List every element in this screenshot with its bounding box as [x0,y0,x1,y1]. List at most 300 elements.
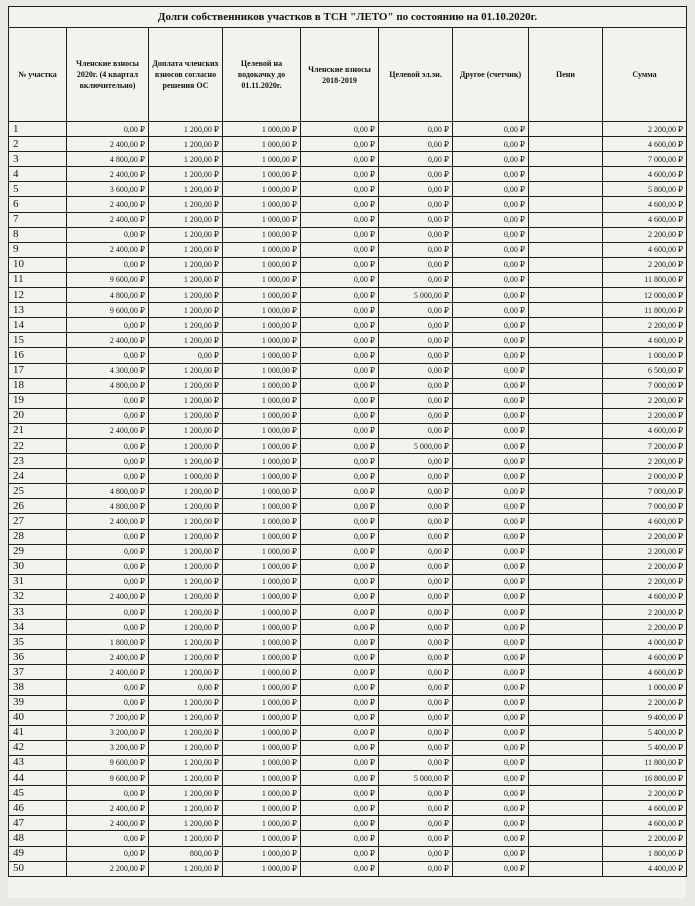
cell-other-meter: 0,00 ₽ [453,695,529,710]
cell-electricity-target: 0,00 ₽ [379,514,453,529]
cell-water-pump-target: 1 000,00 ₽ [223,348,301,363]
cell-total: 2 200,00 ₽ [603,227,687,242]
cell-membership-surcharge: 1 200,00 ₽ [149,816,223,831]
cell-other-meter: 0,00 ₽ [453,861,529,876]
cell-total: 7 000,00 ₽ [603,499,687,514]
cell-total: 4 600,00 ₽ [603,801,687,816]
cell-other-meter: 0,00 ₽ [453,272,529,287]
cell-membership-2020: 0,00 ₽ [67,695,149,710]
cell-membership-2020: 2 400,00 ₽ [67,333,149,348]
cell-other-meter: 0,00 ₽ [453,529,529,544]
cell-total: 2 200,00 ₽ [603,831,687,846]
cell-membership-2018-2019: 0,00 ₽ [301,499,379,514]
cell-total: 4 400,00 ₽ [603,861,687,876]
cell-membership-surcharge: 1 200,00 ₽ [149,197,223,212]
cell-penalties [529,137,603,152]
debts-table [8,6,687,877]
cell-electricity-target: 0,00 ₽ [379,725,453,740]
cell-membership-2018-2019: 0,00 ₽ [301,574,379,589]
cell-membership-surcharge: 1 200,00 ₽ [149,393,223,408]
cell-membership-surcharge: 1 200,00 ₽ [149,303,223,318]
cell-other-meter: 0,00 ₽ [453,755,529,770]
table-row [9,242,687,257]
cell-membership-2018-2019: 0,00 ₽ [301,589,379,604]
cell-plot-number: 47 [9,816,67,831]
cell-total: 2 200,00 ₽ [603,257,687,272]
table-row [9,393,687,408]
cell-total: 2 200,00 ₽ [603,695,687,710]
cell-water-pump-target: 1 000,00 ₽ [223,680,301,695]
cell-water-pump-target: 1 000,00 ₽ [223,740,301,755]
cell-plot-number: 14 [9,318,67,333]
table-row [9,559,687,574]
cell-plot-number: 39 [9,695,67,710]
cell-membership-2020: 0,00 ₽ [67,257,149,272]
cell-water-pump-target: 1 000,00 ₽ [223,710,301,725]
cell-other-meter: 0,00 ₽ [453,605,529,620]
cell-plot-number: 43 [9,755,67,770]
cell-penalties [529,303,603,318]
cell-plot-number: 45 [9,786,67,801]
cell-membership-2018-2019: 0,00 ₽ [301,363,379,378]
cell-electricity-target: 0,00 ₽ [379,393,453,408]
cell-plot-number: 1 [9,122,67,137]
cell-plot-number: 35 [9,635,67,650]
cell-other-meter: 0,00 ₽ [453,544,529,559]
cell-plot-number: 13 [9,303,67,318]
cell-plot-number: 41 [9,725,67,740]
cell-membership-surcharge: 1 200,00 ₽ [149,620,223,635]
cell-membership-2018-2019: 0,00 ₽ [301,605,379,620]
table-row [9,755,687,770]
cell-other-meter: 0,00 ₽ [453,801,529,816]
cell-membership-surcharge: 1 200,00 ₽ [149,423,223,438]
cell-plot-number: 3 [9,152,67,167]
cell-membership-2020: 2 200,00 ₽ [67,861,149,876]
cell-penalties [529,725,603,740]
cell-total: 2 200,00 ₽ [603,605,687,620]
table-row [9,137,687,152]
cell-membership-surcharge: 1 200,00 ₽ [149,499,223,514]
cell-membership-2018-2019: 0,00 ₽ [301,695,379,710]
cell-other-meter: 0,00 ₽ [453,242,529,257]
cell-membership-2020: 2 400,00 ₽ [67,514,149,529]
cell-electricity-target: 0,00 ₽ [379,408,453,423]
cell-penalties [529,363,603,378]
cell-membership-2018-2019: 0,00 ₽ [301,272,379,287]
cell-water-pump-target: 1 000,00 ₽ [223,559,301,574]
cell-membership-2020: 0,00 ₽ [67,605,149,620]
cell-plot-number: 10 [9,257,67,272]
cell-total: 4 600,00 ₽ [603,137,687,152]
cell-other-meter: 0,00 ₽ [453,635,529,650]
cell-membership-2018-2019: 0,00 ₽ [301,680,379,695]
cell-plot-number: 25 [9,484,67,499]
cell-water-pump-target: 1 000,00 ₽ [223,197,301,212]
cell-membership-2018-2019: 0,00 ₽ [301,725,379,740]
cell-total: 1 000,00 ₽ [603,348,687,363]
cell-total: 4 600,00 ₽ [603,423,687,438]
cell-membership-2018-2019: 0,00 ₽ [301,635,379,650]
cell-membership-2020: 9 600,00 ₽ [67,771,149,786]
cell-total: 2 200,00 ₽ [603,393,687,408]
cell-plot-number: 32 [9,589,67,604]
cell-other-meter: 0,00 ₽ [453,846,529,861]
table-row [9,469,687,484]
cell-membership-surcharge: 1 200,00 ₽ [149,574,223,589]
cell-membership-2018-2019: 0,00 ₽ [301,212,379,227]
cell-water-pump-target: 1 000,00 ₽ [223,423,301,438]
cell-membership-2018-2019: 0,00 ₽ [301,288,379,303]
cell-membership-2018-2019: 0,00 ₽ [301,348,379,363]
cell-membership-surcharge: 1 200,00 ₽ [149,755,223,770]
cell-plot-number: 19 [9,393,67,408]
cell-membership-2018-2019: 0,00 ₽ [301,831,379,846]
cell-penalties [529,650,603,665]
cell-water-pump-target: 1 000,00 ₽ [223,499,301,514]
cell-other-meter: 0,00 ₽ [453,725,529,740]
cell-plot-number: 21 [9,423,67,438]
cell-water-pump-target: 1 000,00 ₽ [223,650,301,665]
cell-penalties [529,242,603,257]
cell-plot-number: 15 [9,333,67,348]
cell-other-meter: 0,00 ₽ [453,152,529,167]
table-title: Долги собственников участков в ТСН "ЛЕТО" по состоянию на 01.10.2020г. [9,7,687,28]
cell-water-pump-target: 1 000,00 ₽ [223,212,301,227]
cell-membership-surcharge: 1 200,00 ₽ [149,257,223,272]
cell-membership-2020: 0,00 ₽ [67,574,149,589]
cell-total: 16 800,00 ₽ [603,771,687,786]
cell-membership-2020: 2 400,00 ₽ [67,665,149,680]
cell-water-pump-target: 1 000,00 ₽ [223,438,301,453]
cell-membership-2020: 0,00 ₽ [67,227,149,242]
cell-membership-surcharge: 1 200,00 ₽ [149,272,223,287]
header-row [9,28,687,122]
cell-water-pump-target: 1 000,00 ₽ [223,318,301,333]
cell-total: 4 600,00 ₽ [603,242,687,257]
cell-plot-number: 2 [9,137,67,152]
cell-water-pump-target: 1 000,00 ₽ [223,620,301,635]
cell-water-pump-target: 1 000,00 ₽ [223,378,301,393]
table-row [9,167,687,182]
cell-membership-surcharge: 1 200,00 ₽ [149,740,223,755]
table-row [9,288,687,303]
cell-water-pump-target: 1 000,00 ₽ [223,333,301,348]
table-row [9,650,687,665]
cell-electricity-target: 0,00 ₽ [379,484,453,499]
cell-total: 2 200,00 ₽ [603,620,687,635]
cell-water-pump-target: 1 000,00 ₽ [223,408,301,423]
cell-electricity-target: 0,00 ₽ [379,318,453,333]
cell-membership-2018-2019: 0,00 ₽ [301,423,379,438]
cell-other-meter: 0,00 ₽ [453,484,529,499]
cell-other-meter: 0,00 ₽ [453,786,529,801]
cell-membership-surcharge: 1 200,00 ₽ [149,861,223,876]
cell-electricity-target: 0,00 ₽ [379,167,453,182]
header-total: Сумма [603,28,687,122]
cell-plot-number: 49 [9,846,67,861]
cell-plot-number: 48 [9,831,67,846]
table-row [9,529,687,544]
cell-membership-2020: 3 200,00 ₽ [67,740,149,755]
cell-membership-2018-2019: 0,00 ₽ [301,227,379,242]
cell-plot-number: 38 [9,680,67,695]
cell-membership-surcharge: 1 200,00 ₽ [149,152,223,167]
cell-membership-2020: 2 400,00 ₽ [67,589,149,604]
cell-total: 11 800,00 ₽ [603,272,687,287]
cell-membership-2018-2019: 0,00 ₽ [301,529,379,544]
cell-membership-2020: 2 400,00 ₽ [67,816,149,831]
cell-total: 4 600,00 ₽ [603,333,687,348]
cell-membership-2018-2019: 0,00 ₽ [301,303,379,318]
cell-total: 4 600,00 ₽ [603,665,687,680]
table-row [9,408,687,423]
cell-membership-2018-2019: 0,00 ₽ [301,408,379,423]
cell-membership-2020: 2 400,00 ₽ [67,423,149,438]
cell-total: 4 600,00 ₽ [603,514,687,529]
cell-membership-surcharge: 1 200,00 ₽ [149,122,223,137]
cell-electricity-target: 0,00 ₽ [379,695,453,710]
cell-total: 7 200,00 ₽ [603,438,687,453]
cell-penalties [529,272,603,287]
cell-electricity-target: 0,00 ₽ [379,710,453,725]
cell-plot-number: 34 [9,620,67,635]
cell-penalties [529,559,603,574]
cell-plot-number: 29 [9,544,67,559]
cell-membership-surcharge: 1 200,00 ₽ [149,363,223,378]
cell-total: 4 600,00 ₽ [603,589,687,604]
cell-electricity-target: 0,00 ₽ [379,650,453,665]
cell-penalties [529,680,603,695]
cell-membership-2020: 4 800,00 ₽ [67,288,149,303]
cell-penalties [529,514,603,529]
cell-water-pump-target: 1 000,00 ₽ [223,529,301,544]
cell-water-pump-target: 1 000,00 ₽ [223,846,301,861]
cell-electricity-target: 0,00 ₽ [379,786,453,801]
cell-electricity-target: 0,00 ₽ [379,544,453,559]
cell-membership-2018-2019: 0,00 ₽ [301,559,379,574]
table-row [9,620,687,635]
table-row [9,816,687,831]
cell-electricity-target: 5 000,00 ₽ [379,438,453,453]
cell-other-meter: 0,00 ₽ [453,122,529,137]
cell-plot-number: 50 [9,861,67,876]
cell-membership-2018-2019: 0,00 ₽ [301,771,379,786]
table-row [9,846,687,861]
cell-membership-2020: 0,00 ₽ [67,620,149,635]
cell-membership-surcharge: 1 200,00 ₽ [149,589,223,604]
cell-total: 2 200,00 ₽ [603,574,687,589]
cell-membership-surcharge: 1 200,00 ₽ [149,725,223,740]
cell-penalties [529,438,603,453]
cell-total: 12 000,00 ₽ [603,288,687,303]
table-row [9,333,687,348]
cell-membership-2020: 0,00 ₽ [67,680,149,695]
cell-membership-surcharge: 1 200,00 ₽ [149,333,223,348]
cell-penalties [529,152,603,167]
cell-water-pump-target: 1 000,00 ₽ [223,635,301,650]
cell-plot-number: 6 [9,197,67,212]
cell-penalties [529,167,603,182]
cell-water-pump-target: 1 000,00 ₽ [223,695,301,710]
cell-total: 9 400,00 ₽ [603,710,687,725]
cell-electricity-target: 0,00 ₽ [379,182,453,197]
cell-plot-number: 17 [9,363,67,378]
cell-other-meter: 0,00 ₽ [453,620,529,635]
cell-membership-2020: 2 400,00 ₽ [67,242,149,257]
cell-membership-2018-2019: 0,00 ₽ [301,514,379,529]
cell-electricity-target: 0,00 ₽ [379,589,453,604]
cell-membership-surcharge: 1 200,00 ₽ [149,288,223,303]
cell-penalties [529,197,603,212]
cell-plot-number: 30 [9,559,67,574]
cell-membership-2018-2019: 0,00 ₽ [301,801,379,816]
table-row [9,212,687,227]
table-row [9,484,687,499]
table-row [9,695,687,710]
cell-membership-surcharge: 1 200,00 ₽ [149,710,223,725]
cell-other-meter: 0,00 ₽ [453,212,529,227]
cell-membership-surcharge: 800,00 ₽ [149,846,223,861]
cell-penalties [529,816,603,831]
cell-membership-2020: 2 400,00 ₽ [67,801,149,816]
cell-membership-2018-2019: 0,00 ₽ [301,152,379,167]
table-row [9,665,687,680]
table-row [9,574,687,589]
cell-total: 1 800,00 ₽ [603,846,687,861]
cell-membership-surcharge: 1 200,00 ₽ [149,137,223,152]
table-row [9,318,687,333]
cell-plot-number: 7 [9,212,67,227]
cell-water-pump-target: 1 000,00 ₽ [223,514,301,529]
cell-membership-2020: 0,00 ₽ [67,846,149,861]
cell-water-pump-target: 1 000,00 ₽ [223,257,301,272]
cell-electricity-target: 0,00 ₽ [379,378,453,393]
cell-membership-2018-2019: 0,00 ₽ [301,257,379,272]
cell-water-pump-target: 1 000,00 ₽ [223,574,301,589]
cell-membership-2018-2019: 0,00 ₽ [301,182,379,197]
cell-membership-2018-2019: 0,00 ₽ [301,740,379,755]
cell-penalties [529,257,603,272]
cell-penalties [529,605,603,620]
cell-penalties [529,484,603,499]
header-plot-number: № участка [9,28,67,122]
cell-membership-2020: 0,00 ₽ [67,393,149,408]
cell-total: 2 200,00 ₽ [603,318,687,333]
cell-plot-number: 4 [9,167,67,182]
cell-membership-2020: 3 600,00 ₽ [67,182,149,197]
cell-total: 4 600,00 ₽ [603,167,687,182]
cell-membership-2020: 2 400,00 ₽ [67,212,149,227]
cell-membership-2020: 0,00 ₽ [67,408,149,423]
cell-other-meter: 0,00 ₽ [453,469,529,484]
cell-membership-2020: 0,00 ₽ [67,348,149,363]
cell-other-meter: 0,00 ₽ [453,348,529,363]
table-row [9,740,687,755]
table-row [9,197,687,212]
cell-other-meter: 0,00 ₽ [453,831,529,846]
cell-membership-2020: 4 300,00 ₽ [67,363,149,378]
cell-membership-2018-2019: 0,00 ₽ [301,333,379,348]
cell-electricity-target: 0,00 ₽ [379,620,453,635]
cell-membership-2020: 7 200,00 ₽ [67,710,149,725]
cell-membership-2020: 9 600,00 ₽ [67,303,149,318]
header-membership-2020: Членские взносы 2020г. (4 квартал включительно) [67,28,149,122]
cell-electricity-target: 0,00 ₽ [379,665,453,680]
cell-membership-2018-2019: 0,00 ₽ [301,710,379,725]
cell-penalties [529,544,603,559]
cell-membership-2020: 4 800,00 ₽ [67,499,149,514]
cell-membership-2018-2019: 0,00 ₽ [301,197,379,212]
cell-total: 2 200,00 ₽ [603,408,687,423]
cell-water-pump-target: 1 000,00 ₽ [223,725,301,740]
cell-water-pump-target: 1 000,00 ₽ [223,771,301,786]
cell-total: 2 200,00 ₽ [603,559,687,574]
cell-penalties [529,635,603,650]
cell-membership-surcharge: 1 200,00 ₽ [149,650,223,665]
cell-membership-surcharge: 1 200,00 ₽ [149,318,223,333]
cell-membership-2018-2019: 0,00 ₽ [301,122,379,137]
cell-penalties [529,801,603,816]
cell-electricity-target: 0,00 ₽ [379,559,453,574]
cell-plot-number: 12 [9,288,67,303]
cell-membership-2020: 2 400,00 ₽ [67,650,149,665]
cell-penalties [529,378,603,393]
cell-electricity-target: 0,00 ₽ [379,242,453,257]
cell-total: 2 200,00 ₽ [603,786,687,801]
cell-water-pump-target: 1 000,00 ₽ [223,122,301,137]
cell-other-meter: 0,00 ₽ [453,423,529,438]
cell-penalties [529,469,603,484]
cell-electricity-target: 5 000,00 ₽ [379,771,453,786]
cell-penalties [529,529,603,544]
cell-water-pump-target: 1 000,00 ₽ [223,605,301,620]
cell-electricity-target: 0,00 ₽ [379,469,453,484]
cell-membership-2020: 2 400,00 ₽ [67,137,149,152]
table-row [9,831,687,846]
cell-other-meter: 0,00 ₽ [453,408,529,423]
cell-water-pump-target: 1 000,00 ₽ [223,665,301,680]
cell-penalties [529,665,603,680]
cell-plot-number: 42 [9,740,67,755]
cell-water-pump-target: 1 000,00 ₽ [223,288,301,303]
cell-total: 7 000,00 ₽ [603,484,687,499]
cell-membership-2020: 4 800,00 ₽ [67,378,149,393]
cell-other-meter: 0,00 ₽ [453,740,529,755]
cell-total: 2 200,00 ₽ [603,544,687,559]
cell-plot-number: 28 [9,529,67,544]
cell-water-pump-target: 1 000,00 ₽ [223,454,301,469]
header-membership-2018-2019: Членские взносы 2018-2019 [301,28,379,122]
header-water-pump-target: Целевой на водокачку до 01.11.2020г. [223,28,301,122]
cell-other-meter: 0,00 ₽ [453,137,529,152]
cell-membership-surcharge: 1 200,00 ₽ [149,438,223,453]
cell-total: 2 200,00 ₽ [603,529,687,544]
cell-electricity-target: 0,00 ₽ [379,348,453,363]
cell-membership-2020: 4 800,00 ₽ [67,152,149,167]
cell-membership-2020: 0,00 ₽ [67,438,149,453]
cell-electricity-target: 0,00 ₽ [379,227,453,242]
cell-plot-number: 37 [9,665,67,680]
cell-membership-surcharge: 1 200,00 ₽ [149,529,223,544]
table-row [9,438,687,453]
cell-other-meter: 0,00 ₽ [453,197,529,212]
cell-water-pump-target: 1 000,00 ₽ [223,589,301,604]
cell-membership-surcharge: 1 200,00 ₽ [149,514,223,529]
cell-water-pump-target: 1 000,00 ₽ [223,242,301,257]
cell-membership-2018-2019: 0,00 ₽ [301,544,379,559]
cell-other-meter: 0,00 ₽ [453,333,529,348]
